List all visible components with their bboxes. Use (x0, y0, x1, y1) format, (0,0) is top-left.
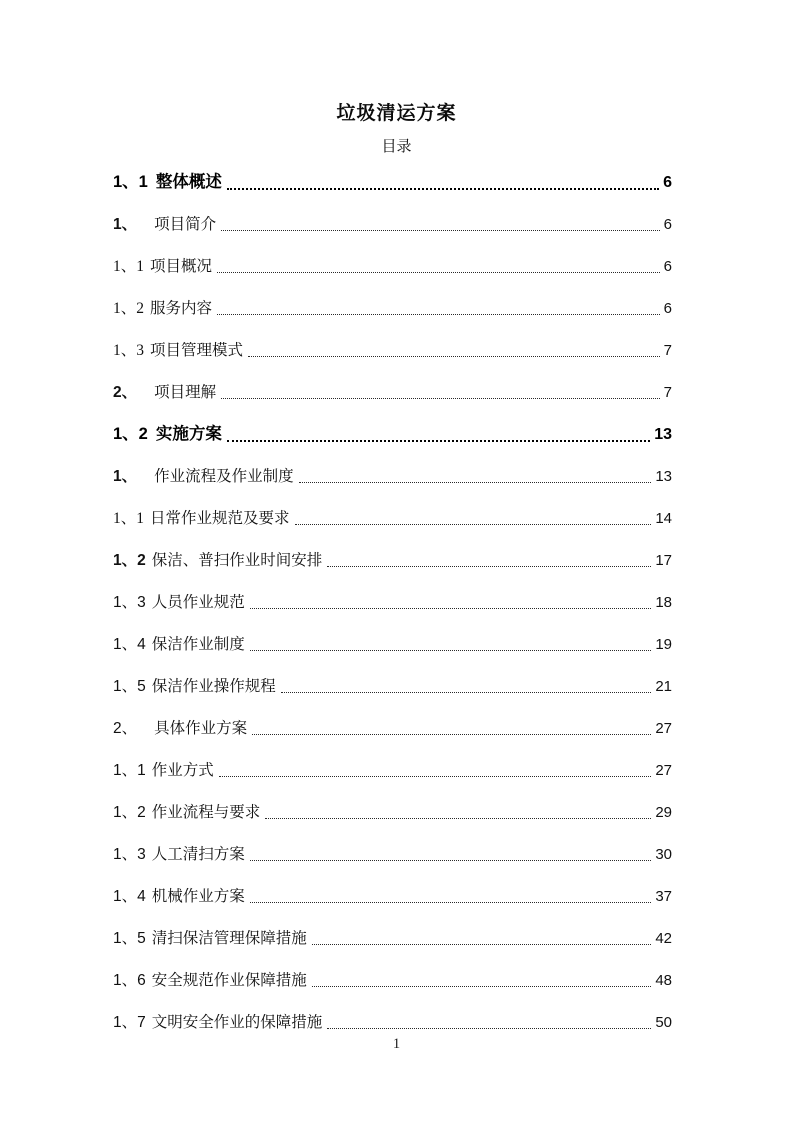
toc-leader-dots (252, 734, 651, 735)
toc-entry-number: 1、4 (113, 636, 146, 653)
toc-leader-dots (217, 314, 660, 315)
toc-entry-title: 项目管理模式 (150, 342, 244, 359)
toc-entry-number: 1、1 (113, 173, 148, 191)
toc-entry[interactable] (113, 550, 672, 571)
toc-leader-dots (221, 398, 660, 399)
toc-entry-number: 2、 (113, 384, 138, 401)
toc-leader-dots (248, 356, 660, 357)
toc-entry[interactable] (113, 256, 672, 277)
toc-entry-page: 30 (655, 846, 672, 863)
toc-entry-title: 人员作业规范 (151, 594, 245, 611)
toc-entry-page: 17 (655, 552, 672, 569)
toc-entry-title: 整体概述 (155, 173, 222, 191)
toc-leader-dots (227, 188, 659, 190)
toc-entry-number: 1、2 (113, 552, 146, 569)
toc-entry-number: 1、4 (113, 888, 146, 905)
toc-entry[interactable] (113, 676, 672, 697)
toc-entry-number: 1、6 (113, 972, 146, 989)
toc-entry-number: 1、5 (113, 678, 146, 695)
toc-leader-dots (299, 482, 652, 483)
toc-leader-dots (265, 818, 651, 819)
toc-entry-title: 项目理解 (154, 384, 217, 401)
toc-entry-number: 1、 (113, 468, 138, 485)
toc-entry-title: 作业流程与要求 (151, 804, 261, 821)
toc-list (113, 172, 672, 1054)
toc-leader-dots (295, 524, 652, 525)
toc-entry-page: 6 (663, 300, 672, 317)
toc-leader-dots (217, 272, 660, 273)
toc-entry-number: 1、3 (113, 846, 146, 863)
toc-entry-number: 2、 (113, 720, 138, 737)
toc-entry[interactable] (113, 886, 672, 907)
toc-leader-dots (227, 440, 650, 442)
toc-entry-page: 29 (655, 804, 672, 821)
toc-leader-dots (250, 650, 652, 651)
toc-entry-title: 项目概况 (150, 258, 213, 275)
toc-entry-page: 13 (654, 426, 672, 443)
toc-entry[interactable] (113, 382, 672, 403)
toc-entry-number: 1、7 (113, 1014, 146, 1031)
toc-entry[interactable] (113, 298, 672, 319)
toc-leader-dots (250, 902, 652, 903)
toc-entry-title: 人工清扫方案 (151, 846, 245, 863)
document-title: 垃圾清运方案 (336, 103, 457, 124)
toc-entry-number: 1、1 (113, 258, 145, 275)
toc-entry-page: 6 (663, 216, 672, 233)
toc-entry-page: 13 (655, 468, 672, 485)
toc-entry[interactable] (113, 466, 672, 487)
toc-entry-number: 1、2 (113, 804, 146, 821)
toc-entry[interactable] (113, 760, 672, 781)
toc-entry[interactable] (113, 1012, 672, 1033)
toc-entry-page: 7 (663, 342, 672, 359)
toc-leader-dots (327, 1028, 651, 1029)
toc-entry[interactable] (113, 172, 672, 193)
toc-entry-number: 1、3 (113, 594, 146, 611)
toc-entry-page: 50 (655, 1014, 672, 1031)
toc-entry[interactable] (113, 340, 672, 361)
toc-entry-page: 48 (655, 972, 672, 989)
toc-leader-dots (327, 566, 651, 567)
toc-leader-dots (250, 608, 652, 609)
toc-entry-page: 6 (663, 174, 672, 191)
toc-entry[interactable] (113, 970, 672, 991)
toc-entry[interactable] (113, 634, 672, 655)
toc-entry-page: 42 (655, 930, 672, 947)
toc-entry-title: 日常作业规范及要求 (150, 510, 290, 527)
toc-entry-title: 作业方式 (151, 762, 214, 779)
toc-entry-title: 保洁作业制度 (151, 636, 245, 653)
toc-leader-dots (312, 944, 652, 945)
toc-entry-page: 19 (655, 636, 672, 653)
toc-entry-page: 21 (655, 678, 672, 695)
toc-entry-page: 18 (655, 594, 672, 611)
page-number-footer: 1 (392, 1036, 401, 1052)
toc-entry-title: 作业流程及作业制度 (154, 468, 294, 485)
toc-entry-page: 14 (655, 510, 672, 527)
toc-entry-number: 1、1 (113, 762, 146, 779)
toc-entry-page: 27 (655, 762, 672, 779)
toc-entry[interactable] (113, 214, 672, 235)
toc-leader-dots (221, 230, 660, 231)
toc-entry[interactable] (113, 508, 672, 529)
toc-entry-title: 服务内容 (150, 300, 213, 317)
toc-entry-number: 1、1 (113, 510, 145, 527)
toc-leader-dots (312, 986, 652, 987)
toc-entry-title: 文明安全作业的保障措施 (151, 1014, 323, 1031)
toc-entry-number: 1、2 (113, 425, 148, 443)
toc-entry-number: 1、3 (113, 342, 145, 359)
toc-entry-page: 7 (663, 384, 672, 401)
toc-entry-title: 具体作业方案 (154, 720, 248, 737)
toc-entry-page: 27 (655, 720, 672, 737)
toc-entry-title: 保洁作业操作规程 (151, 678, 276, 695)
toc-entry-page: 6 (663, 258, 672, 275)
toc-entry[interactable] (113, 802, 672, 823)
toc-entry-title: 清扫保洁管理保障措施 (151, 930, 307, 947)
toc-entry-title: 保洁、普扫作业时间安排 (151, 552, 323, 569)
toc-entry-number: 1、5 (113, 930, 146, 947)
toc-entry[interactable] (113, 718, 672, 739)
toc-entry-page: 37 (655, 888, 672, 905)
toc-entry-title: 机械作业方案 (151, 888, 245, 905)
toc-entry-title: 项目简介 (154, 216, 217, 233)
toc-leader-dots (219, 776, 652, 777)
toc-entry-title: 实施方案 (155, 425, 222, 443)
toc-entry[interactable] (113, 928, 672, 949)
toc-entry-number: 1、2 (113, 300, 145, 317)
toc-entry[interactable] (113, 424, 672, 445)
toc-entry-title: 安全规范作业保障措施 (151, 972, 307, 989)
toc-leader-dots (281, 692, 652, 693)
toc-heading: 目录 (381, 138, 412, 155)
toc-entry[interactable] (113, 844, 672, 865)
toc-leader-dots (250, 860, 652, 861)
toc-entry[interactable] (113, 592, 672, 613)
toc-entry-number: 1、 (113, 216, 138, 233)
